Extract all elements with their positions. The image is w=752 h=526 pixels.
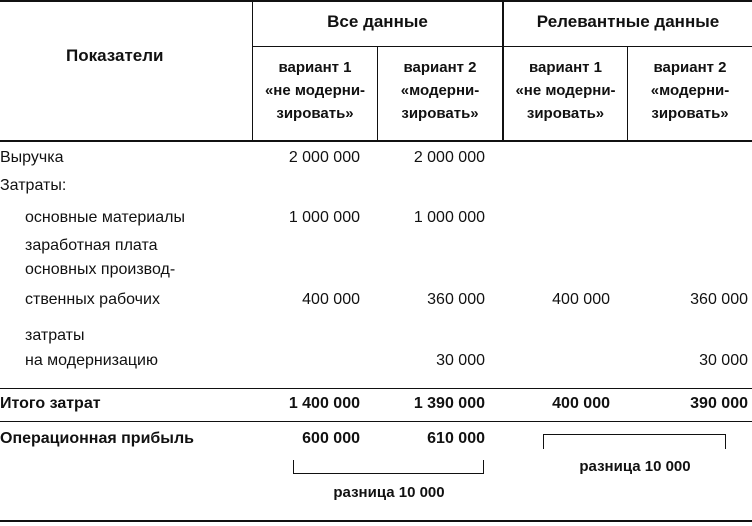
row-profit-all-v2: 610 000: [427, 430, 485, 447]
row-revenue-all-v2: 2 000 000: [413, 149, 485, 166]
row-total-all-v1: 1 400 000: [288, 395, 360, 412]
row-modern-all-v2: 30 000: [436, 352, 485, 369]
row-wages-label-line1: заработная плата: [25, 237, 158, 254]
row-materials-label: основные материалы: [25, 209, 185, 226]
row-profit-all-v1: 600 000: [302, 430, 360, 447]
group-relevant-data-header: Релевантные данные: [536, 12, 720, 31]
variant-header-all-2: вариант 2 «модерни- зировать»: [400, 59, 480, 122]
table-top-border: [0, 0, 752, 2]
difference-label-relevant: разница 10 000: [579, 458, 691, 475]
row-profit-label: Операционная прибыль: [0, 430, 194, 447]
row-revenue-all-v1: 2 000 000: [288, 149, 360, 166]
row-materials-all-v2: 1 000 000: [413, 209, 485, 226]
row-total-relevant-v2: 390 000: [690, 395, 748, 412]
header-bottom-border: [0, 140, 752, 142]
row-wages-relevant-v2: 360 000: [690, 291, 748, 308]
indicators-header: Показатели: [66, 46, 164, 65]
row-modern-relevant-v2: 30 000: [699, 352, 748, 369]
difference-bracket-all: [293, 460, 484, 474]
total-top-border: [0, 388, 752, 389]
table-bottom-border: [0, 520, 752, 522]
row-wages-relevant-v1: 400 000: [552, 291, 610, 308]
variant-header-relevant-1: вариант 1 «не модерни- зировать»: [515, 59, 616, 122]
variant-header-relevant-2: вариант 2 «модерни- зировать»: [650, 59, 730, 122]
row-modern-label-line1: затраты: [25, 327, 85, 344]
difference-label-all: разница 10 000: [333, 484, 445, 501]
row-wages-label-line3: ственных рабочих: [25, 291, 160, 308]
difference-bracket-relevant: [543, 434, 726, 449]
row-total-all-v2: 1 390 000: [413, 395, 485, 412]
row-wages-all-v2: 360 000: [427, 291, 485, 308]
total-bottom-border: [0, 421, 752, 422]
row-modern-label-line2: на модернизацию: [25, 352, 158, 369]
row-wages-all-v1: 400 000: [302, 291, 360, 308]
row-materials-all-v1: 1 000 000: [288, 209, 360, 226]
row-costs-label: Затраты:: [0, 177, 67, 194]
row-revenue-label: Выручка: [0, 149, 64, 166]
row-total-relevant-v1: 400 000: [552, 395, 610, 412]
group-all-data-header: Все данные: [327, 12, 428, 31]
row-total-label: Итого затрат: [0, 395, 101, 412]
row-wages-label-line2: основных производ-: [25, 261, 176, 278]
variant-header-all-1: вариант 1 «не модерни- зировать»: [264, 59, 366, 122]
